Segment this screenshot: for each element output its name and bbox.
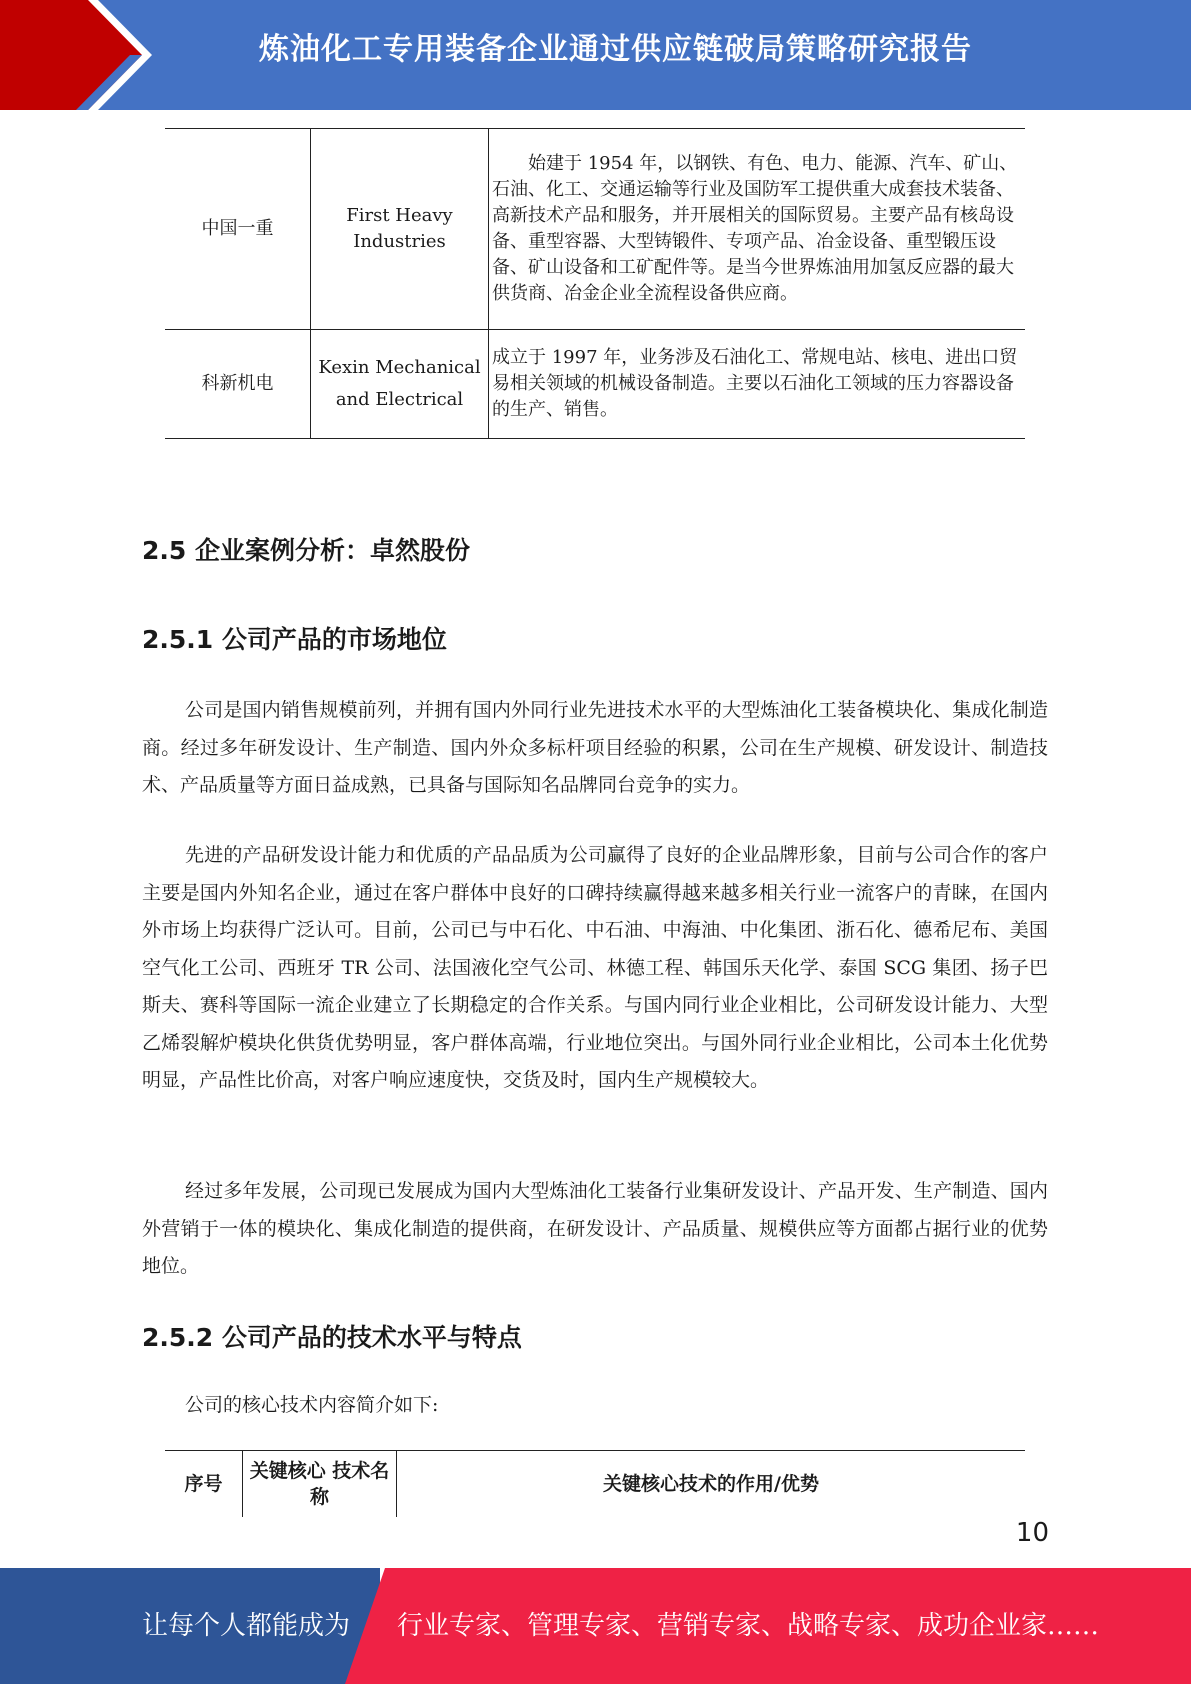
page-number: 10 xyxy=(1015,1518,1049,1548)
col-header-no: 序号 xyxy=(165,1451,243,1518)
company-name-en: Kexin Mechanical and Electrical xyxy=(311,330,489,439)
company-description: 始建于 1954 年，以钢铁、有色、电力、能源、汽车、矿山、石油、化工、交通运输等行业及国防军工提供重大成套技术装备、高新技术产品和服务，并开展相关的国际贸易。主要产品有核岛设备、重型容器、大型铸锻件、专项产品、冶金设备、重型锻压设备、矿山设备和工矿配件等。是当今世界炼油用加氢反应器的最大供货商、冶金企业全流程设备供应商。 xyxy=(489,129,1026,330)
paragraph: 经过多年发展，公司现已发展成为国内大型炼油化工装备行业集研发设计、产品开发、生产制造、国内外营销于一体的模块化、集成化制造的提供商，在研发设计、产品质量、规模供应等方面都占据行业的优势地位。 xyxy=(142,1180,1048,1277)
paragraph: 先进的产品研发设计能力和优质的产品品质为公司赢得了良好的企业品牌形象，目前与公司合作的客户主要是国内外知名企业，通过在客户群体中良好的口碑持续赢得越来越多相关行业一流客户的青睐，在国内外市场上均获得广泛认可。目前，公司已与中石化、中石油、中海油、中化集团、浙石化、德希尼布、美国空气化工公司、西班牙 TR 公司、法国液化空气公司、林德工程、韩国乐天化学、泰国 SCG 集团、扬子巴斯夫、赛科等国际一流企业建立了长期稳定的合作关系。与国内同行业企业相比，公司研发设计能力、大型乙烯裂解炉模块化供货优势明显，客户群体高端，行业地位突出。与国外同行业企业相比，公司本土化优势明显，产品性比价高，对客户响应速度快，交货及时，国内生产规模较大。 xyxy=(142,844,1048,1091)
section-heading: 2.5 企业案例分析：卓然股份 xyxy=(142,536,470,565)
paragraph: 公司是国内销售规模前列，并拥有国内外同行业先进技术水平的大型炼油化工装备模块化、集成化制造商。经过多年研发设计、生产制造、国内外众多标杆项目经验的积累，公司在生产规模、研发设计、制造技术、产品质量等方面日益成熟，已具备与国际知名品牌同台竞争的实力。 xyxy=(142,699,1048,796)
chevron-arrow-icon xyxy=(0,0,160,110)
core-tech-table xyxy=(165,1450,1025,1517)
subsection-heading: 2.5.1 公司产品的市场地位 xyxy=(142,625,447,654)
page-footer xyxy=(0,1568,1191,1684)
col-header-name: 关键核心 技术名称 xyxy=(243,1451,397,1518)
company-table xyxy=(165,128,1025,439)
table-row xyxy=(165,129,1025,330)
report-title: 炼油化工专用装备企业通过供应链破局策略研究报告 xyxy=(259,32,972,67)
footer-slogan-right: 行业专家、管理专家、营销专家、战略专家、成功企业家…… xyxy=(397,1611,1100,1641)
page-header xyxy=(0,0,1191,110)
company-name-cn: 中国一重 xyxy=(165,129,311,330)
company-name-cn: 科新机电 xyxy=(165,330,311,439)
table-header-row xyxy=(165,1451,1025,1518)
paragraph: 公司的核心技术内容简介如下: xyxy=(185,1394,439,1416)
footer-slogan-left: 让每个人都能成为 xyxy=(142,1611,351,1641)
col-header-role: 关键核心技术的作用/优势 xyxy=(397,1451,1026,1518)
subsection-heading: 2.5.2 公司产品的技术水平与特点 xyxy=(142,1323,522,1352)
company-name-en: First Heavy Industries xyxy=(311,129,489,330)
company-description: 成立于 1997 年，业务涉及石油化工、常规电站、核电、进出口贸易相关领域的机械设备制造。主要以石油化工领域的压力容器设备的生产、销售。 xyxy=(489,330,1026,439)
table-row xyxy=(165,330,1025,439)
